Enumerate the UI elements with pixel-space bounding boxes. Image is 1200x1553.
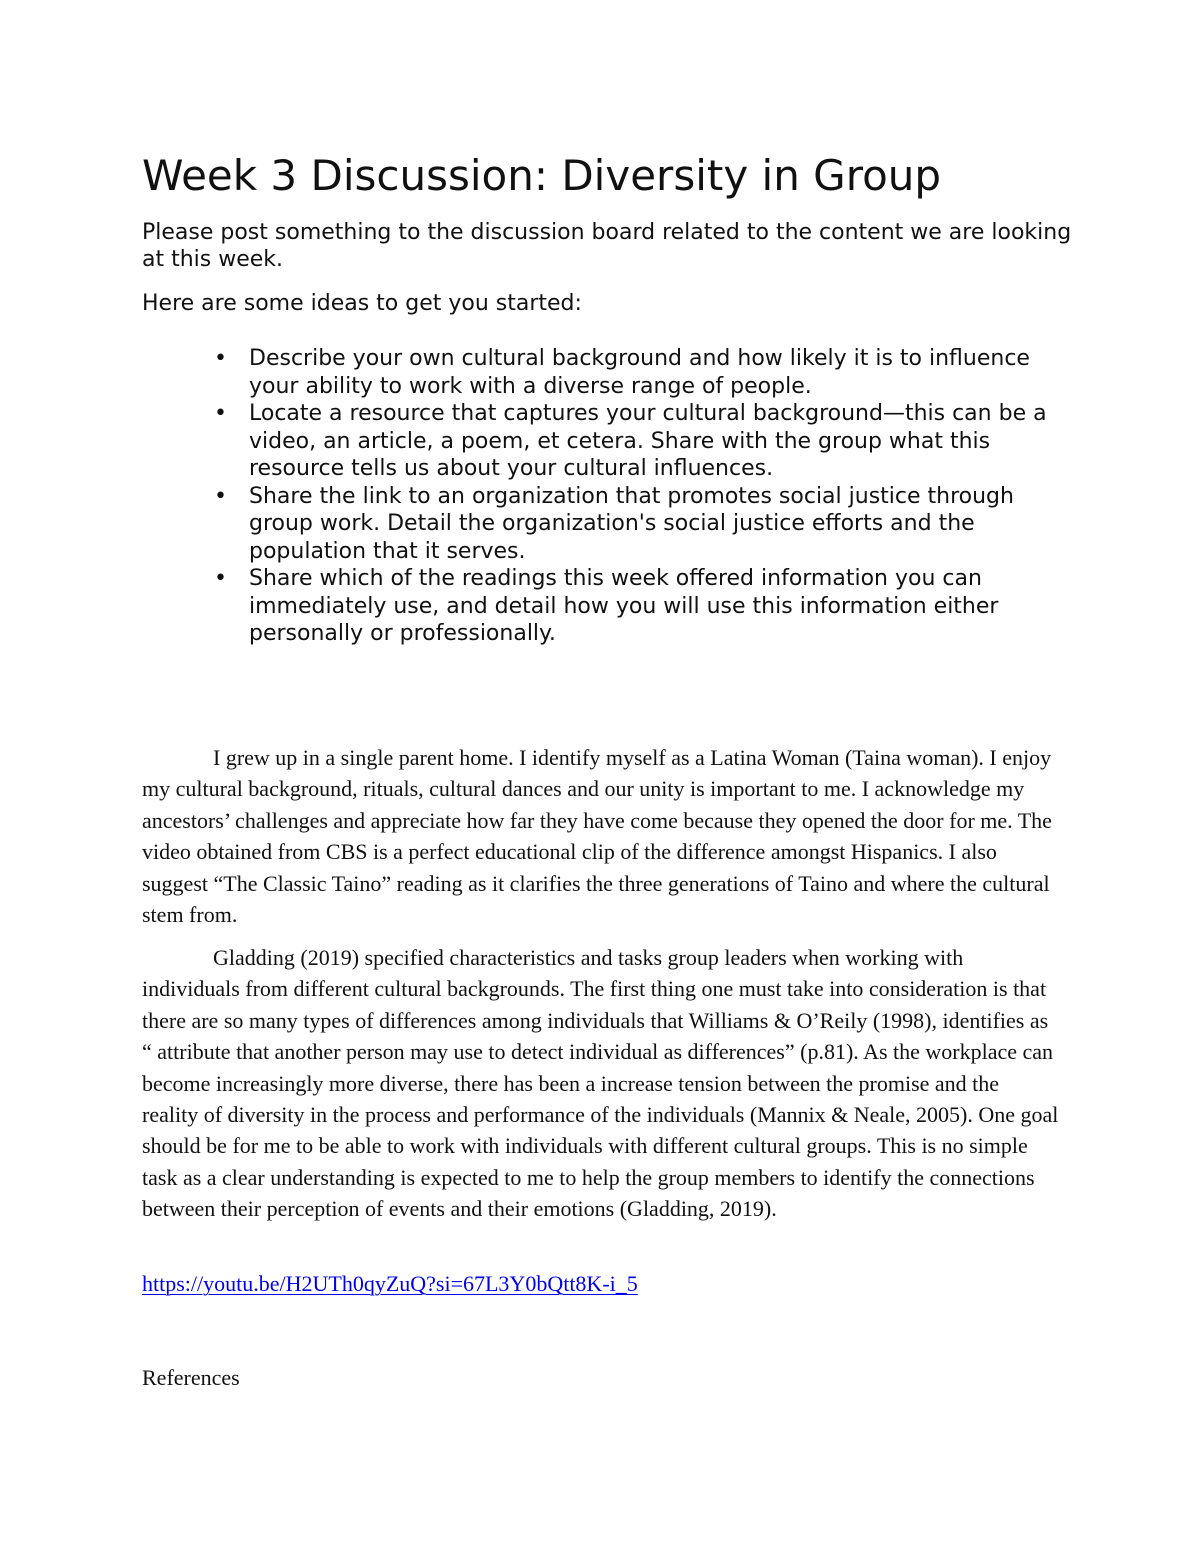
idea-text: Locate a resource that captures your cultural background—this can be a video, an article, a poem, et cetera. Share with the group what this resource tells us about your cultural influences. xyxy=(249,401,1047,481)
document-title: Week 3 Discussion: Diversity in Group xyxy=(142,151,942,200)
ideas-intro: Here are some ideas to get you started: xyxy=(142,291,582,316)
idea-item xyxy=(142,483,1072,566)
response-paragraph-1: I grew up in a single parent home. I identify myself as a Latina Woman (Taina woman). I enjoy my cultural background, rituals, cultural dances and our unity is important to me. I acknowledge my ancestors’ challenges and appreciate how far they have come because they opened the door for me. The video obtained from CBS is a perfect educational clip of the difference amongst Hispanics. I also suggest “The Classic Taino” reading as it clarifies the three generations of Taino and where the cultural stem from. xyxy=(142,745,1052,928)
references-heading: References xyxy=(142,1365,240,1390)
idea-text: Share which of the readings this week offered information you can immediately use, and detail how you will use this information either personally or professionally. xyxy=(249,566,999,646)
video-link[interactable]: https://youtu.be/H2UTh0qyZuQ?si=67L3Y0bQtt8K-i_5 xyxy=(142,1271,638,1296)
idea-item xyxy=(142,400,1072,483)
idea-text: Describe your own cultural background and how likely it is to influence your ability to work with a diverse range of people. xyxy=(249,346,1030,399)
idea-item xyxy=(142,345,1072,400)
idea-item xyxy=(142,565,1072,648)
bullet-icon: • xyxy=(214,483,227,509)
bullet-icon: • xyxy=(214,346,227,371)
bullet-icon: • xyxy=(214,401,227,426)
idea-text: Share the link to an organization that promotes social justice through group work. Detail the organization's social justice efforts and the population that it serves. xyxy=(249,483,1014,564)
response-paragraph-2: Gladding (2019) specified characteristics and tasks group leaders when working with individuals from different cultural backgrounds. The first thing one must take into consideration is that there are so many types of differences among individuals that Williams & O’Reily (1998), identifies as “ attribute that another person may use to detect individual as differences” (p.81). As the workplace can become increasingly more diverse, there has been a increase tension between the promise and the reality of diversity in the process and performance of the individuals (Mannix & Neale, 2005). One goal should be for me to be able to work with individuals with different cultural groups. This is no simple task as a clear understanding is expected to me to help the group members to identify the connections between their perception of events and their emotions (Gladding, 2019). xyxy=(142,945,1059,1222)
instructions-text: Please post something to the discussion board related to the content we are looking at this week. xyxy=(142,220,1072,272)
ideas-list xyxy=(142,345,1072,648)
bullet-icon: • xyxy=(214,566,227,591)
